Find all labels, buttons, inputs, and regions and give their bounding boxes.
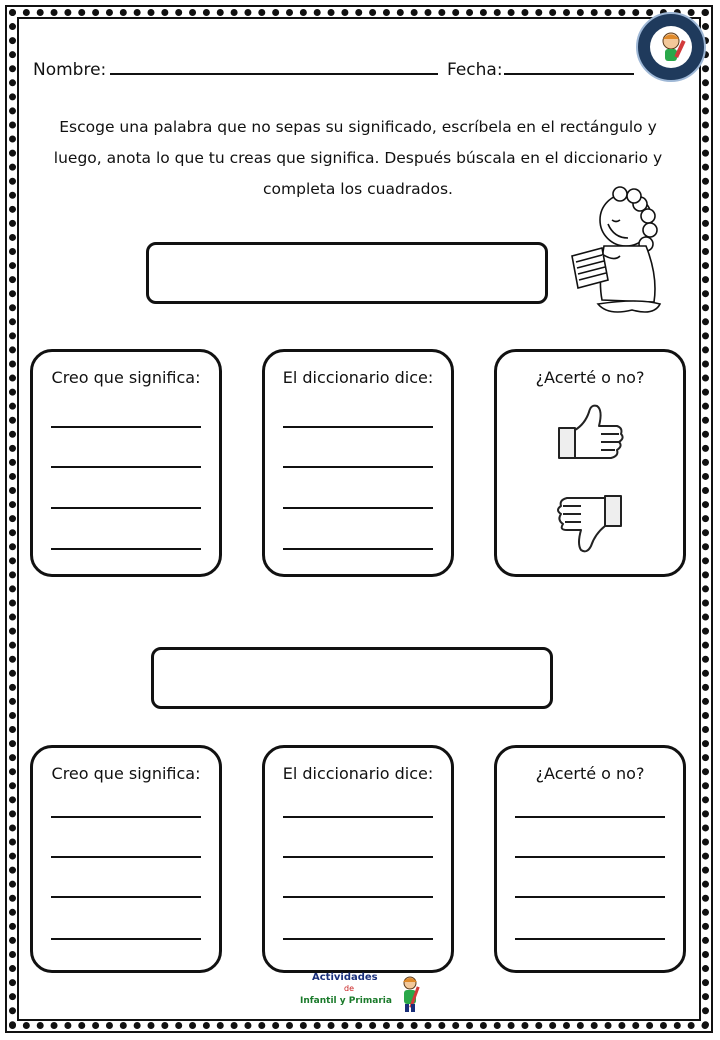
word-input-box-2[interactable] bbox=[151, 647, 553, 709]
footer-logo-line-2: de bbox=[344, 984, 354, 993]
result-2-line-1[interactable] bbox=[515, 816, 665, 818]
instructions-line-3: completa los cuadrados. bbox=[263, 180, 453, 198]
guess-1-line-3[interactable] bbox=[51, 507, 201, 509]
card-result-2 bbox=[494, 745, 686, 973]
instructions-line-1: Escoge una palabra que no sepas su significado, escríbela en el rectángulo y bbox=[59, 118, 657, 136]
footer-logo bbox=[300, 972, 424, 1020]
card-result-1 bbox=[494, 349, 686, 577]
dictionary-2-line-3[interactable] bbox=[283, 896, 433, 898]
result-2-line-2[interactable] bbox=[515, 856, 665, 858]
logo-girl-icon bbox=[650, 26, 692, 68]
dictionary-1-line-3[interactable] bbox=[283, 507, 433, 509]
thumbs-up-icon[interactable] bbox=[555, 402, 625, 464]
card-guess-1 bbox=[30, 349, 222, 577]
card-result-2-title: ¿Acerté o no? bbox=[535, 764, 645, 783]
reading-girl-illustration bbox=[568, 184, 664, 324]
guess-2-line-4[interactable] bbox=[51, 938, 201, 940]
result-2-line-4[interactable] bbox=[515, 938, 665, 940]
dictionary-1-line-4[interactable] bbox=[283, 548, 433, 550]
guess-1-line-4[interactable] bbox=[51, 548, 201, 550]
guess-2-line-2[interactable] bbox=[51, 856, 201, 858]
date-label: Fecha: bbox=[447, 60, 503, 80]
thumbs-down-icon[interactable] bbox=[555, 492, 625, 556]
card-dictionary-2-title: El diccionario dice: bbox=[282, 764, 434, 783]
dictionary-2-line-2[interactable] bbox=[283, 856, 433, 858]
footer-logo-line-1: Actividades bbox=[312, 972, 378, 983]
card-dictionary-2 bbox=[262, 745, 454, 973]
card-guess-1-title: Creo que significa: bbox=[51, 368, 201, 387]
word-input-box-1[interactable] bbox=[146, 242, 548, 304]
footer-logo-line-3: Infantil y Primaria bbox=[300, 996, 392, 1006]
dictionary-2-line-4[interactable] bbox=[283, 938, 433, 940]
dictionary-1-line-2[interactable] bbox=[283, 466, 433, 468]
footer-girl-icon bbox=[398, 974, 422, 1014]
guess-1-line-1[interactable] bbox=[51, 426, 201, 428]
name-field-line[interactable] bbox=[110, 73, 438, 75]
card-guess-2 bbox=[30, 745, 222, 973]
dictionary-1-line-1[interactable] bbox=[283, 426, 433, 428]
guess-2-line-3[interactable] bbox=[51, 896, 201, 898]
card-result-1-title: ¿Acerté o no? bbox=[535, 368, 645, 387]
guess-1-line-2[interactable] bbox=[51, 466, 201, 468]
card-dictionary-1-title: El diccionario dice: bbox=[282, 368, 434, 387]
name-label: Nombre: bbox=[33, 60, 107, 80]
guess-2-line-1[interactable] bbox=[51, 816, 201, 818]
card-guess-2-title: Creo que significa: bbox=[51, 764, 201, 783]
result-2-line-3[interactable] bbox=[515, 896, 665, 898]
instructions-line-2: luego, anota lo que tu creas que significa. Después búscala en el diccionario y bbox=[53, 149, 663, 167]
date-field-line[interactable] bbox=[504, 73, 634, 75]
dictionary-2-line-1[interactable] bbox=[283, 816, 433, 818]
card-dictionary-1 bbox=[262, 349, 454, 577]
site-logo-badge bbox=[636, 12, 706, 82]
